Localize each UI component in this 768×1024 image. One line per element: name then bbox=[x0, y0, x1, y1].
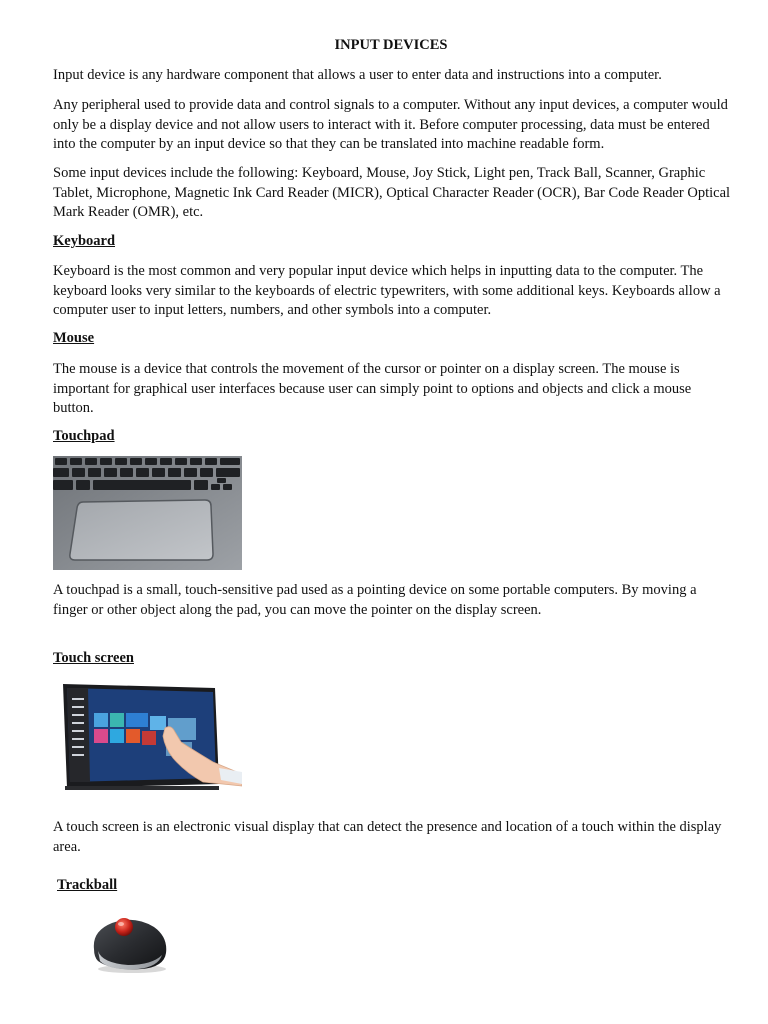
keyboard-heading: Keyboard bbox=[53, 233, 116, 249]
mouse-heading: Mouse bbox=[53, 330, 95, 346]
touchpad-image bbox=[53, 456, 242, 570]
mouse-paragraph: The mouse is a device that controls the movement of the cursor or pointer on a display screen. The mouse is important for graphical user interfaces because user can simply point to options and objects and click a mouse button. bbox=[53, 361, 692, 416]
trackball-heading: Trackball bbox=[57, 877, 118, 893]
touchpad-heading: Touchpad bbox=[53, 428, 115, 444]
touch-screen-image bbox=[53, 678, 242, 794]
trackball-image bbox=[88, 905, 170, 975]
touchpad-paragraph: A touchpad is a small, touch-sensitive pad used as a pointing device on some portable computers. By moving a finger or other object along the pad, you can move the pointer on the display screen. bbox=[53, 582, 697, 618]
intro-paragraph-3: Some input devices include the following: Keyboard, Mouse, Joy Stick, Light pen, Track Ball, Scanner, Graphic Tablet, Microphone, Magnetic Ink Card Reader (MICR), Optical Character Reader (OCR), Bar Code Reader Optical Mark Reader (OMR), etc. bbox=[53, 165, 731, 220]
touch-screen-heading: Touch screen bbox=[53, 650, 134, 666]
intro-paragraph-2: Any peripheral used to provide data and control signals to a computer. Without any input devices, a computer would only be a display device and not allow users to interact with it. Before computer processing, data must be entered into the computer by an input device so that they can be translated into machine readable form. bbox=[53, 97, 728, 152]
touch-screen-paragraph: A touch screen is an electronic visual display that can detect the presence and location of a touch within the display area. bbox=[53, 819, 722, 855]
intro-paragraph-1: Input device is any hardware component that allows a user to enter data and instructions into a computer. bbox=[53, 67, 662, 83]
document-title: INPUT DEVICES bbox=[334, 37, 448, 53]
keyboard-paragraph: Keyboard is the most common and very popular input device which helps in inputting data to the computer. The keyboard looks very similar to the keyboards of electric typewriters, with some additional keys. Keyboards allow a computer user to input letters, numbers, and other symbols into a computer. bbox=[53, 263, 721, 318]
